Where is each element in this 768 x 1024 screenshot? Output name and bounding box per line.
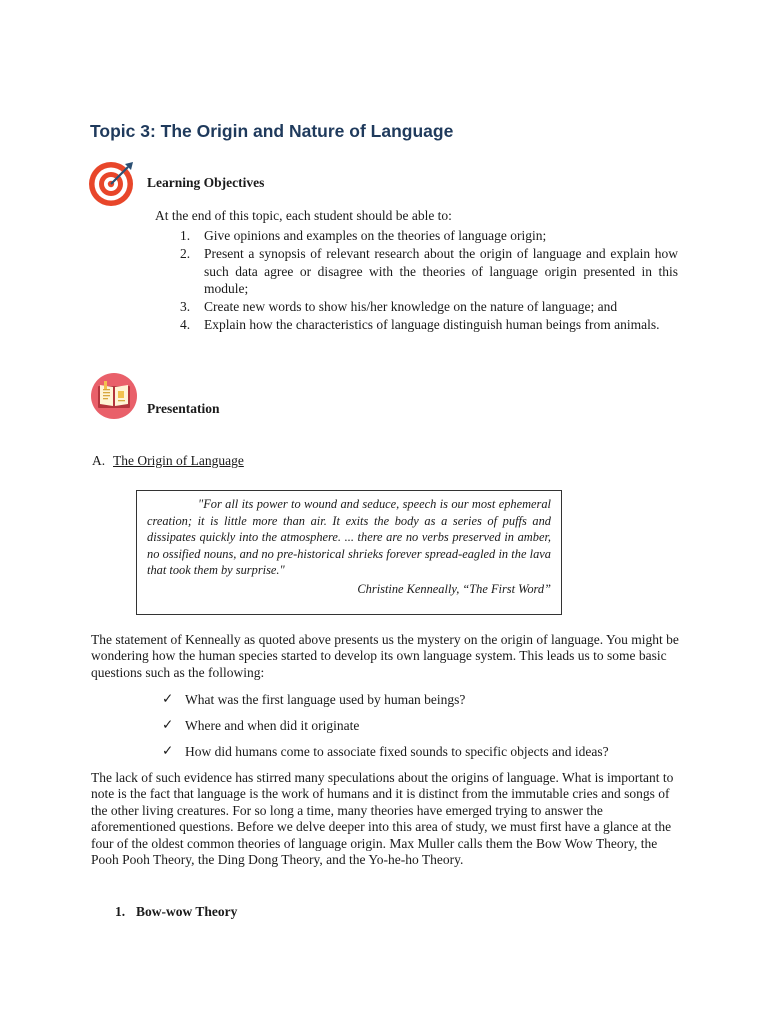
speculation-paragraph: The lack of such evidence has stirred many speculations about the origins of language. What is important to note is the fact that language is the work of humans and it is distinct from the immutable cries and songs of the other living creatures. For so long a time, many theories have emerged trying to answer the aforementioned questions. Before we delve deeper into this area of study, we must first have a glance at the four of the oldest common theories of language origin. Max Muller calls them the Bow Wow Theory, the Pooh Pooh Theory, the Ding Dong Theory, and the Yo-he-ho Theory. xyxy=(91,770,674,868)
theory-number: 1. xyxy=(115,904,126,919)
subsection-heading xyxy=(92,453,244,469)
objective-text: Explain how the characteristics of language distinguish human beings from animals. xyxy=(204,316,660,332)
objective-number: 4. xyxy=(180,316,191,332)
objective-number: 1. xyxy=(180,228,191,243)
presentation-heading: Presentation xyxy=(147,401,220,416)
checkmark-icon: ✓ xyxy=(162,691,174,706)
question-text: Where and when did it originate xyxy=(185,718,360,733)
theory-heading xyxy=(115,904,237,920)
question-text: How did humans come to associate fixed sounds to specific objects and ideas? xyxy=(185,744,609,759)
objective-number: 2. xyxy=(180,245,191,261)
topic-title: Topic 3: The Origin and Nature of Language xyxy=(90,121,454,141)
checkmark-icon: ✓ xyxy=(162,717,174,732)
question-list xyxy=(162,692,609,770)
subsection-letter: A. xyxy=(92,453,106,468)
objective-item xyxy=(180,298,678,316)
objective-text: Create new words to show his/her knowledge on the nature of language; and xyxy=(204,299,618,315)
quote-text: "For all its power to wound and seduce, speech is our most ephemeral creation; it is little more than air. It exits the body as a series of puffs and dissipates quickly into the atmosphere. ... there are no verbs preserved in amber, no ossified nouns, and no pre-historical shrieks forever spread-eagled in the lava that took them by surprise." xyxy=(147,497,551,578)
checkmark-icon: ✓ xyxy=(162,743,174,758)
objectives-list xyxy=(180,227,678,334)
question-item xyxy=(162,744,609,770)
quote-attribution: Christine Kenneally, “The First Word” xyxy=(357,581,551,596)
learning-objectives-heading: Learning Objectives xyxy=(147,175,265,190)
objective-text: Give opinions and examples on the theories of language origin; xyxy=(204,228,547,243)
objective-item xyxy=(180,227,678,245)
objectives-intro: At the end of this topic, each student should be able to: xyxy=(155,208,452,223)
question-text: What was the first language used by human beings? xyxy=(185,692,466,707)
objective-item xyxy=(180,245,678,298)
objective-item xyxy=(180,316,678,334)
target-icon xyxy=(87,158,137,208)
question-item xyxy=(162,692,609,718)
question-item xyxy=(162,718,609,744)
objective-number: 3. xyxy=(180,299,191,315)
intro-paragraph: The statement of Kenneally as quoted above presents us the mystery on the origin of language. You might be wondering how the human species started to develop its own language system. This leads us to some basic questions such as the following: xyxy=(91,632,679,680)
book-icon xyxy=(89,371,139,421)
quote-box xyxy=(136,490,562,615)
objective-text: Present a synopsis of relevant research about the origin of language and explain how such data agree or disagree with the theories of language origin presented in this module; xyxy=(204,245,678,297)
theory-title: Bow-wow Theory xyxy=(136,904,238,919)
subsection-title: The Origin of Language xyxy=(113,453,244,468)
